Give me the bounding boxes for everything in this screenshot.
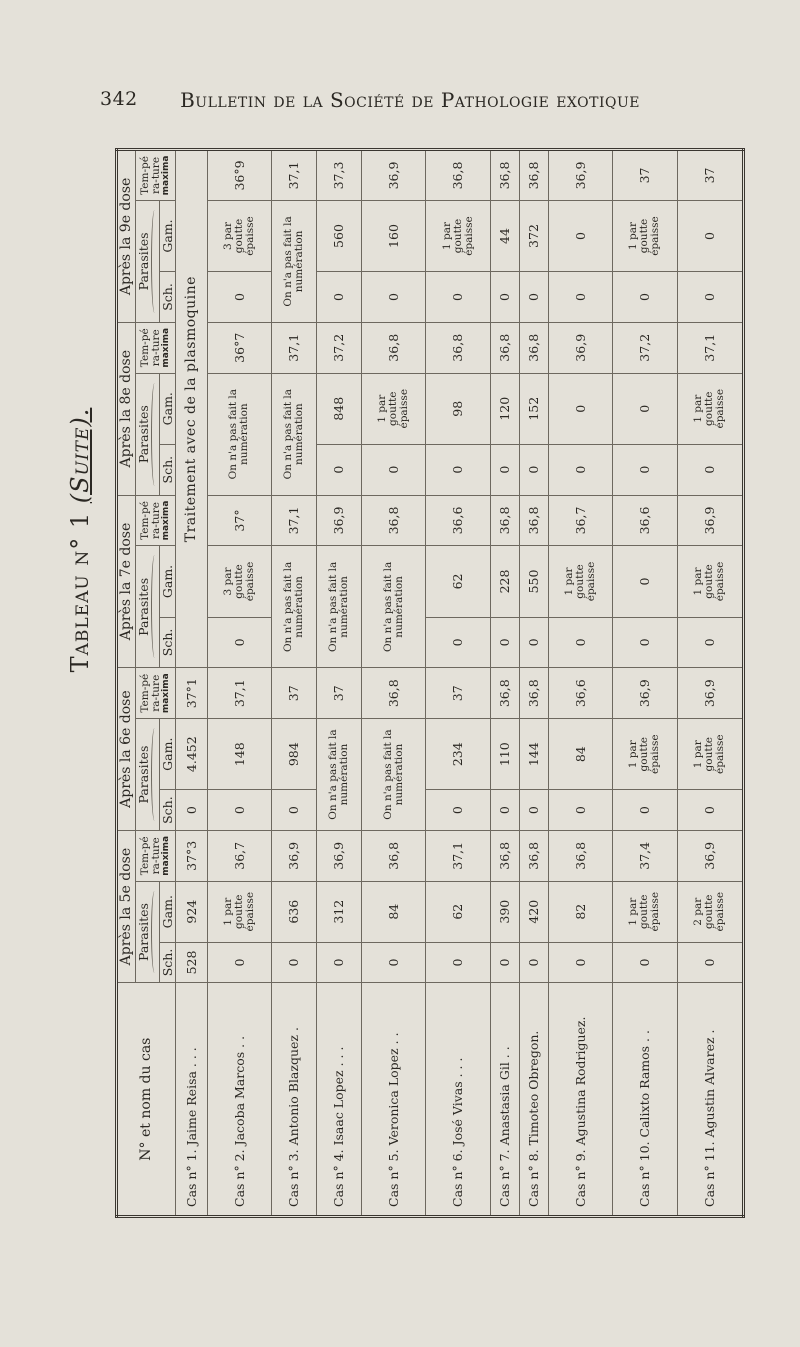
temperature-sub-label: maxima	[160, 673, 171, 714]
rotated-table-container	[115, 148, 745, 1218]
sch-cell: 0	[316, 444, 361, 495]
temperature-label: Tem-pé ra-ture	[138, 328, 162, 368]
table-row	[316, 150, 361, 1217]
sch-header: Sch.	[159, 942, 175, 983]
parasites-label: Parasites	[135, 903, 151, 962]
not-counted-cell: On n'a pas fait la numération	[316, 719, 361, 831]
sch-cell: 0	[361, 444, 426, 495]
gam-cell: 2 par goutte épaisse	[677, 881, 743, 942]
sch-cell: 0	[677, 942, 743, 983]
gam-cell: 160	[361, 200, 426, 271]
brace-decoration	[151, 728, 158, 821]
sch-cell: 0	[613, 272, 678, 323]
temperature-cell: 37,2	[316, 322, 361, 373]
temperature-cell: 36,9	[548, 322, 613, 373]
gam-header: Gam.	[159, 200, 175, 271]
temperature-cell: 36,8	[519, 830, 548, 881]
sch-cell: 0	[519, 617, 548, 668]
parasites-header	[135, 719, 159, 831]
sch-cell: 0	[548, 272, 613, 323]
table-row	[490, 150, 519, 1217]
temperature-cell: 36,6	[426, 495, 491, 546]
temperature-cell: 36,9	[613, 668, 678, 719]
gam-cell: 1 par goutte épaisse	[207, 881, 272, 942]
temperature-cell: 36,9	[361, 150, 426, 201]
parasites-label: Parasites	[135, 232, 151, 291]
temperature-header	[135, 322, 175, 373]
not-counted-cell: On n'a pas fait la numération	[272, 200, 317, 322]
sch-cell: 0	[613, 942, 678, 983]
brace-decoration	[151, 891, 158, 974]
temperature-cell: 37	[316, 668, 361, 719]
sch-cell: 0	[677, 617, 743, 668]
gam-cell: 1 par goutte épaisse	[613, 719, 678, 790]
temperature-header	[135, 830, 175, 881]
temperature-cell: 36,7	[207, 830, 272, 881]
brace-decoration	[151, 210, 158, 313]
temperature-label: Tem-pé ra-ture	[138, 156, 162, 195]
case-name-cell: Cas n° 9. Agustina Rodriguez.	[548, 983, 613, 1217]
sch-cell: 0	[519, 942, 548, 983]
temperature-cell: 36,9	[272, 830, 317, 881]
sch-cell: 0	[613, 444, 678, 495]
gam-cell: 848	[316, 373, 361, 444]
temperature-cell: 36,8	[548, 830, 613, 881]
gam-cell: 1 par goutte épaisse	[361, 373, 426, 444]
gam-cell: 636	[272, 881, 317, 942]
sch-cell: 0	[490, 617, 519, 668]
gam-cell: 0	[613, 546, 678, 617]
temperature-cell: 36,6	[548, 668, 613, 719]
temperature-cell: 37°1	[175, 668, 207, 719]
temperature-cell: 36,8	[361, 668, 426, 719]
parasites-header	[135, 881, 159, 983]
not-counted-cell: On n'a pas fait la numération	[272, 373, 317, 495]
sch-cell: 0	[613, 617, 678, 668]
sch-cell: 0	[426, 444, 491, 495]
temperature-cell: 36,8	[361, 830, 426, 881]
temperature-cell: 36,8	[490, 668, 519, 719]
gam-cell: 3 par goutte épaisse	[207, 546, 272, 617]
temperature-header	[135, 668, 175, 719]
gam-cell: 420	[519, 881, 548, 942]
sch-header: Sch.	[159, 444, 175, 495]
sch-cell: 0	[677, 790, 743, 831]
gam-cell: 120	[490, 373, 519, 444]
temperature-label: Tem-pé ra-ture	[138, 836, 162, 876]
sch-cell: 0	[613, 790, 678, 831]
plasmoquine-note: Traitement avec de la plasmoquine	[175, 150, 207, 668]
sch-cell: 0	[519, 444, 548, 495]
temperature-label: Tem-pé ra-ture	[138, 673, 162, 713]
case-name-cell: Cas n° 8. Timoteo Obregon.	[519, 983, 548, 1217]
dose-header-row	[117, 150, 136, 1217]
sch-cell: 0	[272, 790, 317, 831]
sch-cell: 0	[519, 790, 548, 831]
temperature-cell: 36,8	[519, 495, 548, 546]
table-row	[175, 150, 207, 1217]
table-row	[613, 150, 678, 1217]
gam-cell: 148	[207, 719, 272, 790]
sch-cell: 0	[677, 444, 743, 495]
sch-cell: 0	[316, 942, 361, 983]
page-number: 342	[100, 88, 138, 110]
temperature-header	[135, 150, 175, 201]
temperature-cell: 36,8	[519, 668, 548, 719]
temperature-sub-label: maxima	[160, 835, 171, 876]
temperature-cell: 37,4	[613, 830, 678, 881]
gam-cell: 4.452	[175, 719, 207, 790]
gam-header: Gam.	[159, 719, 175, 790]
table-row	[361, 150, 426, 1217]
temperature-cell: 36°7	[207, 322, 272, 373]
results-table	[115, 148, 745, 1218]
temperature-cell: 36,8	[426, 322, 491, 373]
temperature-cell: 37	[677, 150, 743, 201]
table-row	[272, 150, 317, 1217]
temperature-cell: 36,9	[677, 668, 743, 719]
temperature-cell: 36,9	[677, 495, 743, 546]
temperature-sub-label: maxima	[160, 500, 171, 541]
temperature-cell: 36,6	[613, 495, 678, 546]
sch-cell: 0	[207, 942, 272, 983]
gam-cell: 0	[548, 200, 613, 271]
sch-cell: 0	[548, 617, 613, 668]
temperature-cell: 36°9	[207, 150, 272, 201]
brace-decoration	[151, 383, 158, 486]
case-name-cell: Cas n° 1. Jaime Reisa . . .	[175, 983, 207, 1217]
gam-cell: 84	[548, 719, 613, 790]
gam-cell: 312	[316, 881, 361, 942]
temperature-cell: 36,8	[519, 322, 548, 373]
case-name-cell: Cas n° 2. Jacoba Marcos . .	[207, 983, 272, 1217]
temperature-header	[135, 495, 175, 546]
sch-cell: 0	[361, 942, 426, 983]
sch-cell: 0	[272, 942, 317, 983]
temperature-cell: 36,8	[426, 150, 491, 201]
sch-cell: 0	[490, 444, 519, 495]
parasites-label: Parasites	[135, 405, 151, 464]
table-row	[426, 150, 491, 1217]
dose-9-header: Après la 9e dose	[117, 150, 136, 323]
gam-cell: 98	[426, 373, 491, 444]
parasites-header	[135, 373, 159, 495]
not-counted-cell: On n'a pas fait la numération	[361, 719, 426, 831]
dose-6-header: Après la 6e dose	[117, 668, 136, 831]
gam-cell: 924	[175, 881, 207, 942]
not-counted-cell: On n'a pas fait la numération	[316, 546, 361, 668]
temperature-cell: 37°3	[175, 830, 207, 881]
dose-8-header: Après la 8e dose	[117, 322, 136, 495]
parasites-header	[135, 546, 159, 668]
sch-cell: 0	[361, 272, 426, 323]
sch-cell: 0	[490, 272, 519, 323]
temperature-cell: 37,3	[316, 150, 361, 201]
case-name-cell: Cas n° 5. Veronica Lopez . .	[361, 983, 426, 1217]
temperature-cell: 37,1	[677, 322, 743, 373]
temperature-sub-label: maxima	[160, 155, 171, 196]
temperature-cell: 36,8	[361, 495, 426, 546]
sch-header: Sch.	[159, 272, 175, 323]
temperature-cell: 36,9	[316, 495, 361, 546]
table-row	[519, 150, 548, 1217]
caption-title: Tableau n° 1	[66, 511, 94, 673]
temperature-label: Tem-pé ra-ture	[138, 501, 162, 540]
temperature-cell: 37	[272, 668, 317, 719]
parasites-header	[135, 200, 159, 322]
gam-header: Gam.	[159, 881, 175, 942]
gam-cell: 1 par goutte épaisse	[677, 719, 743, 790]
temperature-cell: 36,8	[361, 322, 426, 373]
gam-cell: 1 par goutte épaisse	[613, 881, 678, 942]
not-counted-cell: On n'a pas fait la numération	[207, 373, 272, 495]
case-name-cell: Cas n° 6. José Vivas . . .	[426, 983, 491, 1217]
gam-cell: 0	[548, 373, 613, 444]
case-name-cell: Cas n° 3. Antonio Blazquez .	[272, 983, 317, 1217]
gam-cell: 1 par goutte épaisse	[613, 200, 678, 271]
name-header: N° et nom du cas	[117, 983, 176, 1217]
sch-header: Sch.	[159, 790, 175, 831]
temperature-cell: 36,9	[548, 150, 613, 201]
sch-cell: 0	[426, 942, 491, 983]
gam-cell: 144	[519, 719, 548, 790]
gam-header: Gam.	[159, 546, 175, 617]
gam-cell: 3 par goutte épaisse	[207, 200, 272, 271]
gam-cell: 110	[490, 719, 519, 790]
temperature-cell: 37,1	[426, 830, 491, 881]
temperature-cell: 37,1	[272, 322, 317, 373]
gam-cell: 44	[490, 200, 519, 271]
sch-cell: 0	[548, 942, 613, 983]
temperature-cell: 36,8	[490, 322, 519, 373]
gam-cell: 234	[426, 719, 491, 790]
dose-5-header: Après la 5e dose	[117, 830, 136, 982]
temperature-cell: 37,1	[207, 668, 272, 719]
temperature-cell: 36,8	[490, 830, 519, 881]
gam-cell: 550	[519, 546, 548, 617]
temperature-cell: 37	[613, 150, 678, 201]
sch-cell: 0	[677, 272, 743, 323]
temperature-cell: 36,9	[316, 830, 361, 881]
sch-cell: 528	[175, 942, 207, 983]
temperature-cell: 36,9	[677, 830, 743, 881]
case-name-cell: Cas n° 7. Anastasia Gil . .	[490, 983, 519, 1217]
gam-cell: 62	[426, 881, 491, 942]
gam-cell: 228	[490, 546, 519, 617]
gam-cell: 1 par goutte épaisse	[677, 373, 743, 444]
temperature-cell: 36,7	[548, 495, 613, 546]
dose-7-header: Après la 7e dose	[117, 495, 136, 668]
sch-cell: 0	[426, 272, 491, 323]
sch-cell: 0	[426, 790, 491, 831]
sch-cell: 0	[316, 272, 361, 323]
gam-cell: 984	[272, 719, 317, 790]
gam-cell: 1 par goutte épaisse	[677, 546, 743, 617]
temperature-cell: 37,1	[272, 150, 317, 201]
sch-cell: 0	[490, 942, 519, 983]
gam-cell: 84	[361, 881, 426, 942]
case-name-cell: Cas n° 11. Agustin Alvarez .	[677, 983, 743, 1217]
sch-cell: 0	[548, 790, 613, 831]
gam-cell: 82	[548, 881, 613, 942]
gam-header: Gam.	[159, 373, 175, 444]
gam-cell: 1 par goutte épaisse	[548, 546, 613, 617]
caption-suite: (Suite).	[66, 407, 94, 504]
sch-header: Sch.	[159, 617, 175, 668]
table-row	[548, 150, 613, 1217]
sch-cell: 0	[548, 444, 613, 495]
running-title: Bulletin de la Société de Pathologie exotique	[180, 88, 640, 112]
gam-cell: 372	[519, 200, 548, 271]
parasites-label: Parasites	[135, 745, 151, 804]
case-name-cell: Cas n° 10. Calixto Ramos . .	[613, 983, 678, 1217]
temperature-cell: 37	[426, 668, 491, 719]
not-counted-cell: On n'a pas fait la numération	[272, 546, 317, 668]
gam-cell: 62	[426, 546, 491, 617]
brace-decoration	[151, 555, 158, 658]
gam-cell: 560	[316, 200, 361, 271]
page-header	[100, 88, 640, 118]
gam-cell: 152	[519, 373, 548, 444]
not-counted-cell: On n'a pas fait la numération	[361, 546, 426, 668]
temperature-cell: 37,1	[272, 495, 317, 546]
case-name-cell: Cas n° 4. Isaac Lopez . . .	[316, 983, 361, 1217]
temperature-sub-label: maxima	[160, 327, 171, 368]
sch-cell: 0	[207, 272, 272, 323]
sch-cell: 0	[490, 790, 519, 831]
sch-cell: 0	[519, 272, 548, 323]
gam-cell: 390	[490, 881, 519, 942]
sch-cell: 0	[426, 617, 491, 668]
sch-cell: 0	[175, 790, 207, 831]
temperature-cell: 37°	[207, 495, 272, 546]
gam-cell: 1 par goutte épaisse	[426, 200, 491, 271]
temperature-cell: 36,8	[490, 150, 519, 201]
temperature-cell: 36,8	[519, 150, 548, 201]
gam-cell: 0	[613, 373, 678, 444]
temperature-cell: 37,2	[613, 322, 678, 373]
parasites-label: Parasites	[135, 577, 151, 636]
table-row	[677, 150, 743, 1217]
table-row	[207, 150, 272, 1217]
sch-cell: 0	[207, 617, 272, 668]
gam-cell: 0	[677, 200, 743, 271]
sch-cell: 0	[207, 790, 272, 831]
temperature-cell: 36,8	[490, 495, 519, 546]
